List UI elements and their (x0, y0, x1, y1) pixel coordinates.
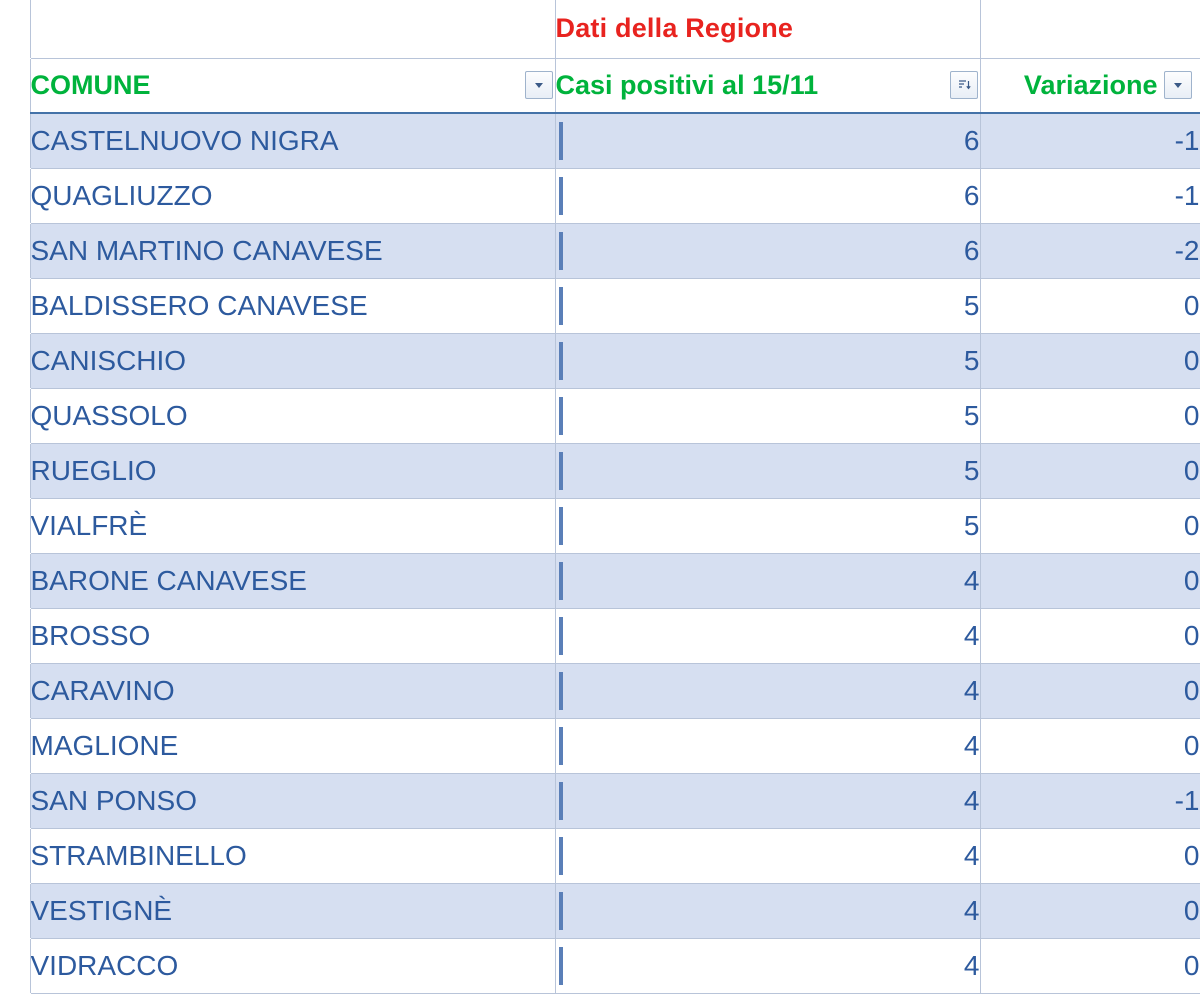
header-casi-label: Casi positivi al 15/11 (555, 69, 819, 100)
header-variazione-label: Variazione (1023, 69, 1158, 100)
row-gutter (0, 774, 30, 829)
header-casi (555, 58, 980, 113)
variazione-value: 0 (1183, 455, 1200, 486)
casi-value: 4 (963, 950, 980, 981)
casi-value: 5 (963, 290, 980, 321)
cell-comune[interactable] (30, 389, 555, 444)
table-row[interactable] (0, 444, 1200, 499)
banner-title: Dati della Regione (555, 0, 980, 58)
cell-variazione[interactable] (980, 499, 1200, 554)
casi-value: 4 (963, 895, 980, 926)
row-gutter (0, 884, 30, 939)
databar-indicator (559, 177, 563, 215)
cell-variazione[interactable] (980, 389, 1200, 444)
table-row[interactable] (0, 719, 1200, 774)
cell-comune[interactable] (30, 829, 555, 884)
cell-comune[interactable] (30, 554, 555, 609)
cell-variazione[interactable] (980, 609, 1200, 664)
databar-indicator (559, 507, 563, 545)
casi-value: 4 (963, 840, 980, 871)
casi-value: 4 (963, 675, 980, 706)
cell-casi[interactable] (555, 169, 980, 224)
table-row[interactable] (0, 113, 1200, 169)
table-row[interactable] (0, 774, 1200, 829)
cell-casi[interactable] (555, 609, 980, 664)
row-gutter (0, 829, 30, 884)
databar-indicator (559, 562, 563, 600)
cell-comune[interactable] (30, 444, 555, 499)
variazione-value: 0 (1183, 400, 1200, 431)
comune-value: STRAMBINELLO (30, 840, 247, 871)
comune-value: QUASSOLO (30, 400, 188, 431)
cell-comune[interactable] (30, 169, 555, 224)
casi-value: 5 (963, 400, 980, 431)
table-row[interactable] (0, 609, 1200, 664)
cell-casi[interactable] (555, 389, 980, 444)
variazione-value: -2 (1174, 235, 1200, 266)
comune-value: CARAVINO (30, 675, 175, 706)
cell-casi[interactable] (555, 774, 980, 829)
filter-dropdown-icon-comune[interactable] (525, 71, 553, 99)
row-gutter (0, 334, 30, 389)
variazione-value: -1 (1174, 180, 1200, 211)
casi-value: 5 (963, 345, 980, 376)
cell-variazione[interactable] (980, 939, 1200, 994)
databar-indicator (559, 892, 563, 930)
table-row[interactable] (0, 389, 1200, 444)
row-gutter (0, 169, 30, 224)
comune-value: VESTIGNÈ (30, 895, 173, 926)
databar-indicator (559, 727, 563, 765)
cell-casi[interactable] (555, 939, 980, 994)
table-row[interactable] (0, 169, 1200, 224)
cell-comune[interactable] (30, 279, 555, 334)
variazione-value: 0 (1183, 675, 1200, 706)
cell-variazione[interactable] (980, 664, 1200, 719)
table-row[interactable] (0, 499, 1200, 554)
databar-indicator (559, 287, 563, 325)
cell-comune[interactable] (30, 224, 555, 279)
comune-value: VIDRACCO (30, 950, 179, 981)
comune-value: BALDISSERO CANAVESE (30, 290, 368, 321)
casi-value: 5 (963, 510, 980, 541)
casi-value: 6 (963, 180, 980, 211)
cell-casi[interactable] (555, 554, 980, 609)
filter-dropdown-icon-variazione[interactable] (1164, 71, 1192, 99)
row-gutter (0, 719, 30, 774)
table-row[interactable] (0, 334, 1200, 389)
databar-indicator (559, 122, 563, 160)
table-row[interactable] (0, 554, 1200, 609)
row-gutter (0, 0, 30, 58)
comune-value: RUEGLIO (30, 455, 157, 486)
banner-empty-cell-right (980, 0, 1200, 58)
databar-indicator (559, 837, 563, 875)
row-gutter (0, 664, 30, 719)
databar-indicator (559, 397, 563, 435)
row-gutter (0, 58, 30, 113)
comune-value: SAN PONSO (30, 785, 197, 816)
casi-value: 4 (963, 620, 980, 651)
row-gutter (0, 499, 30, 554)
cell-variazione[interactable] (980, 774, 1200, 829)
databar-indicator (559, 617, 563, 655)
databar-indicator (559, 342, 563, 380)
casi-value: 5 (963, 455, 980, 486)
databar-indicator (559, 782, 563, 820)
cell-variazione[interactable] (980, 719, 1200, 774)
databar-indicator (559, 672, 563, 710)
comune-value: BROSSO (30, 620, 151, 651)
comune-value: CASTELNUOVO NIGRA (30, 125, 339, 156)
table-row[interactable] (0, 884, 1200, 939)
variazione-value: -1 (1174, 785, 1200, 816)
row-gutter (0, 609, 30, 664)
variazione-value: 0 (1183, 290, 1200, 321)
cell-variazione[interactable] (980, 334, 1200, 389)
variazione-value: 0 (1183, 345, 1200, 376)
variazione-value: 0 (1183, 620, 1200, 651)
row-gutter (0, 224, 30, 279)
cell-variazione[interactable] (980, 829, 1200, 884)
cell-comune[interactable] (30, 113, 555, 169)
header-variazione (980, 58, 1200, 113)
cell-casi[interactable] (555, 279, 980, 334)
cell-comune[interactable] (30, 499, 555, 554)
row-gutter (0, 444, 30, 499)
variazione-value: 0 (1183, 510, 1200, 541)
comune-value: QUAGLIUZZO (30, 180, 213, 211)
filter-sort-descending-icon-casi[interactable] (950, 71, 978, 99)
table-row[interactable] (0, 664, 1200, 719)
cell-comune[interactable] (30, 609, 555, 664)
comune-value: CANISCHIO (30, 345, 187, 376)
databar-indicator (559, 452, 563, 490)
header-comune (30, 58, 555, 113)
variazione-value: 0 (1183, 840, 1200, 871)
cell-comune[interactable] (30, 664, 555, 719)
databar-indicator (559, 232, 563, 270)
cell-variazione[interactable] (980, 554, 1200, 609)
cell-variazione[interactable] (980, 113, 1200, 169)
banner-row (0, 0, 1200, 58)
table-row[interactable] (0, 829, 1200, 884)
header-comune-label: COMUNE (30, 69, 151, 100)
banner-empty-cell (30, 0, 555, 58)
variazione-value: 0 (1183, 950, 1200, 981)
cell-variazione[interactable] (980, 444, 1200, 499)
cell-variazione[interactable] (980, 279, 1200, 334)
cell-casi[interactable] (555, 664, 980, 719)
comune-value: BARONE CANAVESE (30, 565, 307, 596)
variazione-value: 0 (1183, 895, 1200, 926)
casi-value: 4 (963, 730, 980, 761)
cell-casi[interactable] (555, 829, 980, 884)
cell-casi[interactable] (555, 444, 980, 499)
table-row[interactable] (0, 279, 1200, 334)
cell-casi[interactable] (555, 719, 980, 774)
databar-indicator (559, 947, 563, 985)
cell-casi[interactable] (555, 224, 980, 279)
cell-variazione[interactable] (980, 884, 1200, 939)
row-gutter (0, 939, 30, 994)
row-gutter (0, 279, 30, 334)
comune-value: VIALFRÈ (30, 510, 148, 541)
cell-casi[interactable] (555, 334, 980, 389)
casi-value: 6 (963, 125, 980, 156)
row-gutter (0, 389, 30, 444)
cell-casi[interactable] (555, 884, 980, 939)
cell-casi[interactable] (555, 499, 980, 554)
cell-comune[interactable] (30, 884, 555, 939)
variazione-value: 0 (1183, 730, 1200, 761)
table-row[interactable] (0, 939, 1200, 994)
casi-value: 6 (963, 235, 980, 266)
header-row (0, 58, 1200, 113)
casi-value: 4 (963, 785, 980, 816)
comune-value: SAN MARTINO CANAVESE (30, 235, 383, 266)
row-gutter (0, 554, 30, 609)
variazione-value: -1 (1174, 125, 1200, 156)
table-row[interactable] (0, 224, 1200, 279)
cell-variazione[interactable] (980, 224, 1200, 279)
cell-comune[interactable] (30, 774, 555, 829)
comune-value: MAGLIONE (30, 730, 179, 761)
casi-value: 4 (963, 565, 980, 596)
cell-comune[interactable] (30, 719, 555, 774)
cell-variazione[interactable] (980, 169, 1200, 224)
cell-casi[interactable] (555, 113, 980, 169)
cell-comune[interactable] (30, 334, 555, 389)
cell-comune[interactable] (30, 939, 555, 994)
variazione-value: 0 (1183, 565, 1200, 596)
row-gutter (0, 113, 30, 169)
